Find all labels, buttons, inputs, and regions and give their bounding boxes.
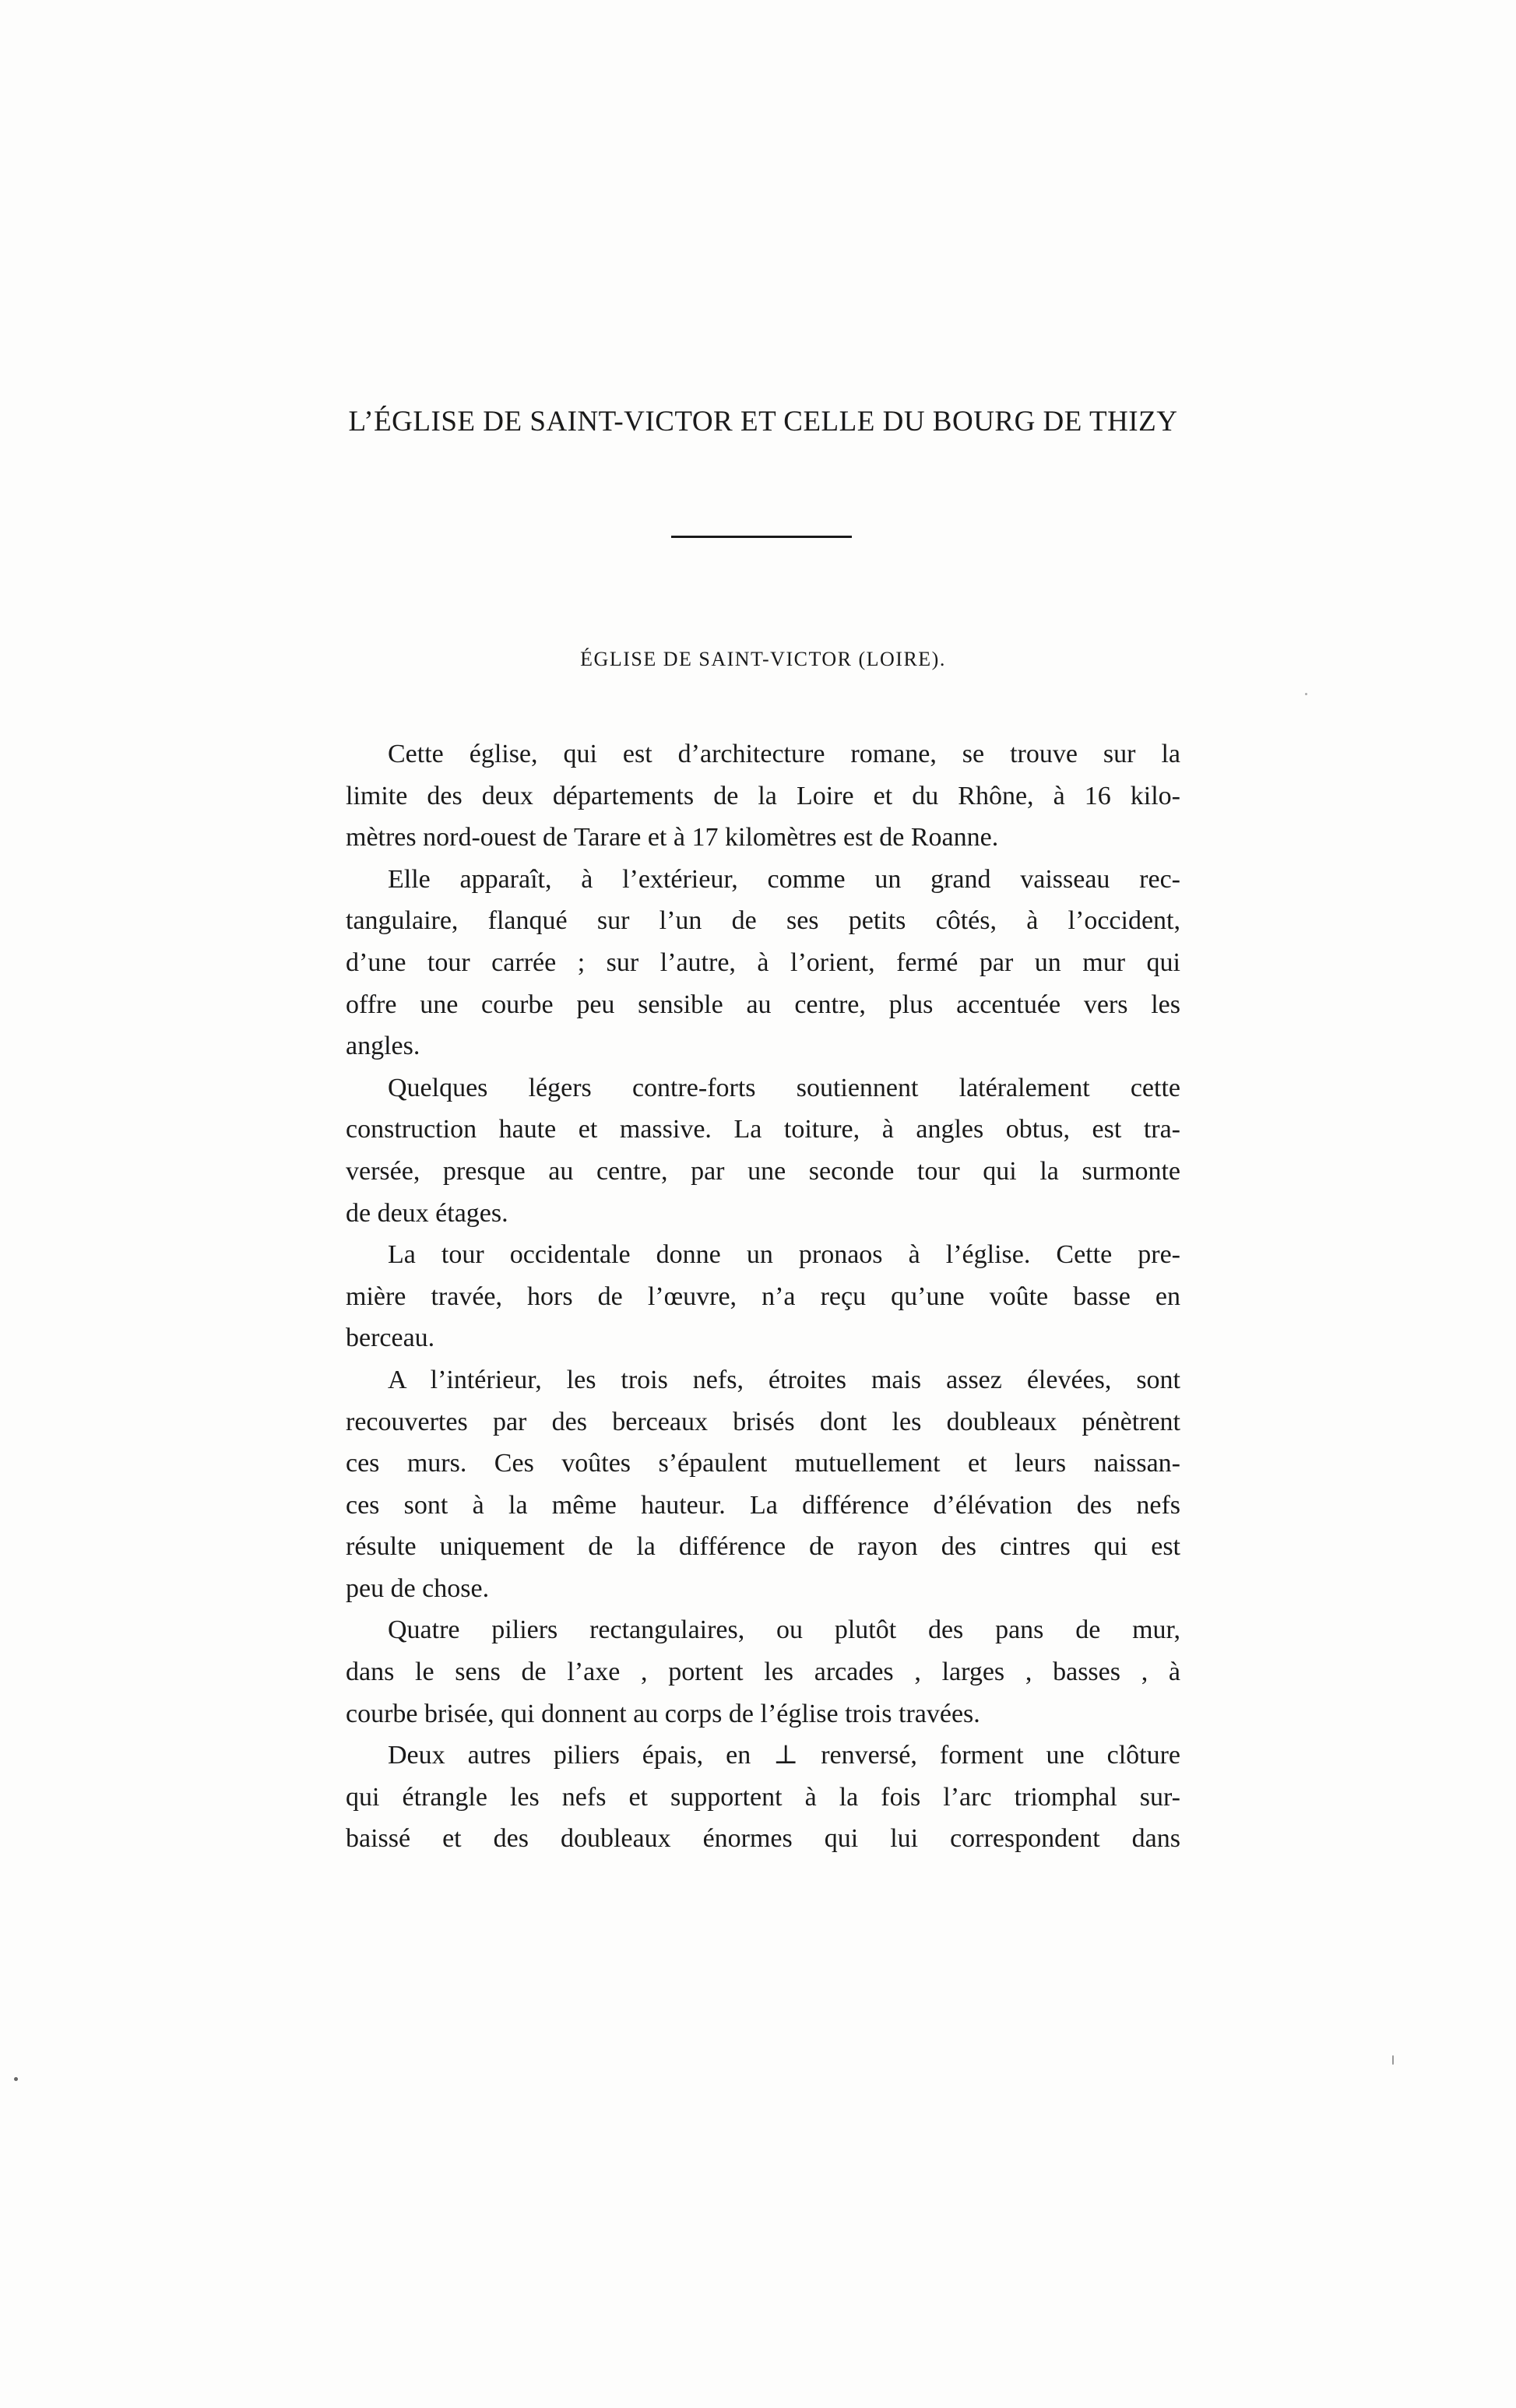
paper-speck bbox=[1305, 693, 1307, 695]
text-line: Quelques légers contre-forts soutiennent latéralement cette bbox=[388, 1073, 1180, 1102]
text-line: de deux étages. bbox=[346, 1198, 508, 1228]
text-line: construction haute et massive. La toiture, à angles obtus, est tra- bbox=[346, 1115, 1180, 1144]
chapter-title: L’ÉGLISE DE SAINT-VICTOR ET CELLE DU BOURG DE THIZY bbox=[348, 406, 1178, 438]
text-line: versée, presque au centre, par une seconde tour qui la surmonte bbox=[346, 1156, 1180, 1186]
text-line: d’une tour carrée ; sur l’autre, à l’orient, fermé par un mur qui bbox=[346, 947, 1180, 977]
text-line: Cette église, qui est d’architecture romane, se trouve sur la bbox=[388, 740, 1180, 768]
text-line: courbe brisée, qui donnent au corps de l’église trois travées. bbox=[346, 1699, 980, 1728]
text-line: Deux autres piliers épais, en ⊥ renversé, forment une clôture bbox=[388, 1741, 1180, 1770]
section-heading: ÉGLISE DE SAINT-VICTOR (LOIRE). bbox=[580, 648, 946, 670]
text-line: résulte uniquement de la différence de rayon des cintres qui est bbox=[346, 1532, 1180, 1562]
text-line: offre une courbe peu sensible au centre, plus accentuée vers les bbox=[346, 990, 1180, 1019]
text-line: tangulaire, flanqué sur l’un de ses petits côtés, à l’occident, bbox=[346, 906, 1180, 936]
text-line: mière travée, hors de l’œuvre, n’a reçu qu’une voûte basse en bbox=[346, 1281, 1180, 1311]
text-line: berceau. bbox=[346, 1324, 435, 1353]
text-line: La tour occidentale donne un pronaos à l’église. Cette pre- bbox=[388, 1240, 1180, 1270]
body-text bbox=[346, 733, 1180, 1860]
text-line: limite des deux départements de la Loire et du Rhône, à 16 kilo- bbox=[346, 781, 1180, 810]
paper-speck bbox=[1392, 2055, 1394, 2065]
text-line: ces sont à la même hauteur. La différence d’élévation des nefs bbox=[346, 1490, 1180, 1520]
text-line: Elle apparaît, à l’extérieur, comme un grand vaisseau rec- bbox=[388, 864, 1180, 894]
paper-speck bbox=[14, 2077, 18, 2081]
text-line: angles. bbox=[346, 1032, 420, 1061]
text-line: qui étrangle les nefs et supportent à la fois l’arc triomphal sur- bbox=[346, 1782, 1180, 1812]
text-line: mètres nord-ouest de Tarare et à 17 kilomètres est de Roanne. bbox=[346, 823, 999, 852]
text-line: recouvertes par des berceaux brisés dont les doubleaux pénètrent bbox=[346, 1407, 1180, 1436]
title-rule-divider bbox=[671, 536, 852, 538]
text-line: baissé et des doubleaux énormes qui lui correspondent dans bbox=[346, 1824, 1180, 1854]
text-line: ces murs. Ces voûtes s’épaulent mutuellement et leurs naissan- bbox=[346, 1449, 1180, 1478]
text-line: A l’intérieur, les trois nefs, étroites mais assez élevées, sont bbox=[388, 1365, 1180, 1394]
text-line: Quatre piliers rectangulaires, ou plutôt des pans de mur, bbox=[388, 1615, 1180, 1645]
text-line: dans le sens de l’axe , portent les arcades , larges , basses , à bbox=[346, 1657, 1180, 1687]
text-line: peu de chose. bbox=[346, 1573, 490, 1603]
